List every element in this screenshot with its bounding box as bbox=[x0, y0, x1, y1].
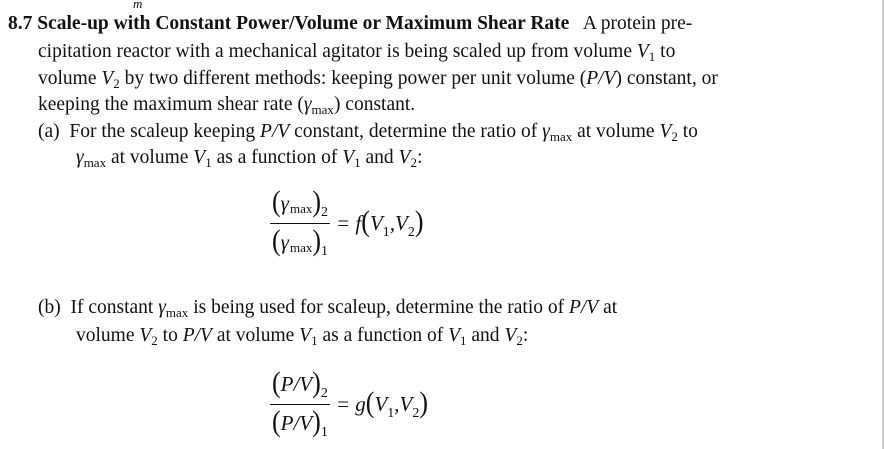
problem-text-line-2: cipitation reactor with a mechanical agitator is being scaled up from volume $V_1$ to bbox=[38, 41, 676, 64]
equation-b bbox=[270, 365, 429, 441]
part-a-label: (a) bbox=[38, 121, 60, 142]
equation-a-fraction: $\frac{(\gamma\max)_2}{(\gamma\max)_1}$ bbox=[272, 184, 329, 260]
problem-title: Scale-up with Constant Power/Volume or Maximum Shear Rate bbox=[37, 13, 570, 34]
equation-b-rhs: = $g(V_1,V_2)$ bbox=[335, 385, 429, 421]
equation-a bbox=[270, 184, 424, 260]
part-b-label: (b) bbox=[38, 297, 61, 318]
problem-intro-start: A protein pre- bbox=[582, 13, 693, 34]
problem-text-line-4: keeping the maximum shear rate $(\gamma_{max})$ constant. bbox=[38, 94, 416, 117]
problem-number: 8.7 bbox=[8, 13, 33, 34]
problem-header bbox=[8, 12, 692, 36]
part-a-line-2: $\gamma_{max}$ at volume $V_1$ as a function of $V_1$ and $V_2$: bbox=[76, 147, 423, 170]
part-a-line-1: (a) For the scaleup keeping P/V constant, determine the ratio of $\gamma_{max}$ at volume $V_2$ to bbox=[38, 121, 698, 144]
cut-off-fragment: m bbox=[133, 0, 143, 11]
equation-b-fraction: $\frac{(P/V)_2}{(P/V)_1}$ bbox=[272, 365, 328, 441]
equation-a-rhs: = $f(V_1,V_2)$ bbox=[336, 204, 424, 240]
part-b-line-2: volume $V_2$ to P/V at volume $V_1$ as a function of $V_1$ and $V_2$: bbox=[76, 325, 529, 348]
problem-text-line-3: volume $V_2$ by two different methods: keeping power per unit volume (P/V) constant, or bbox=[38, 68, 718, 91]
part-b-line-1: (b) If constant $\gamma_{max}$ is being used for scaleup, determine the ratio of P/V at bbox=[38, 297, 618, 320]
